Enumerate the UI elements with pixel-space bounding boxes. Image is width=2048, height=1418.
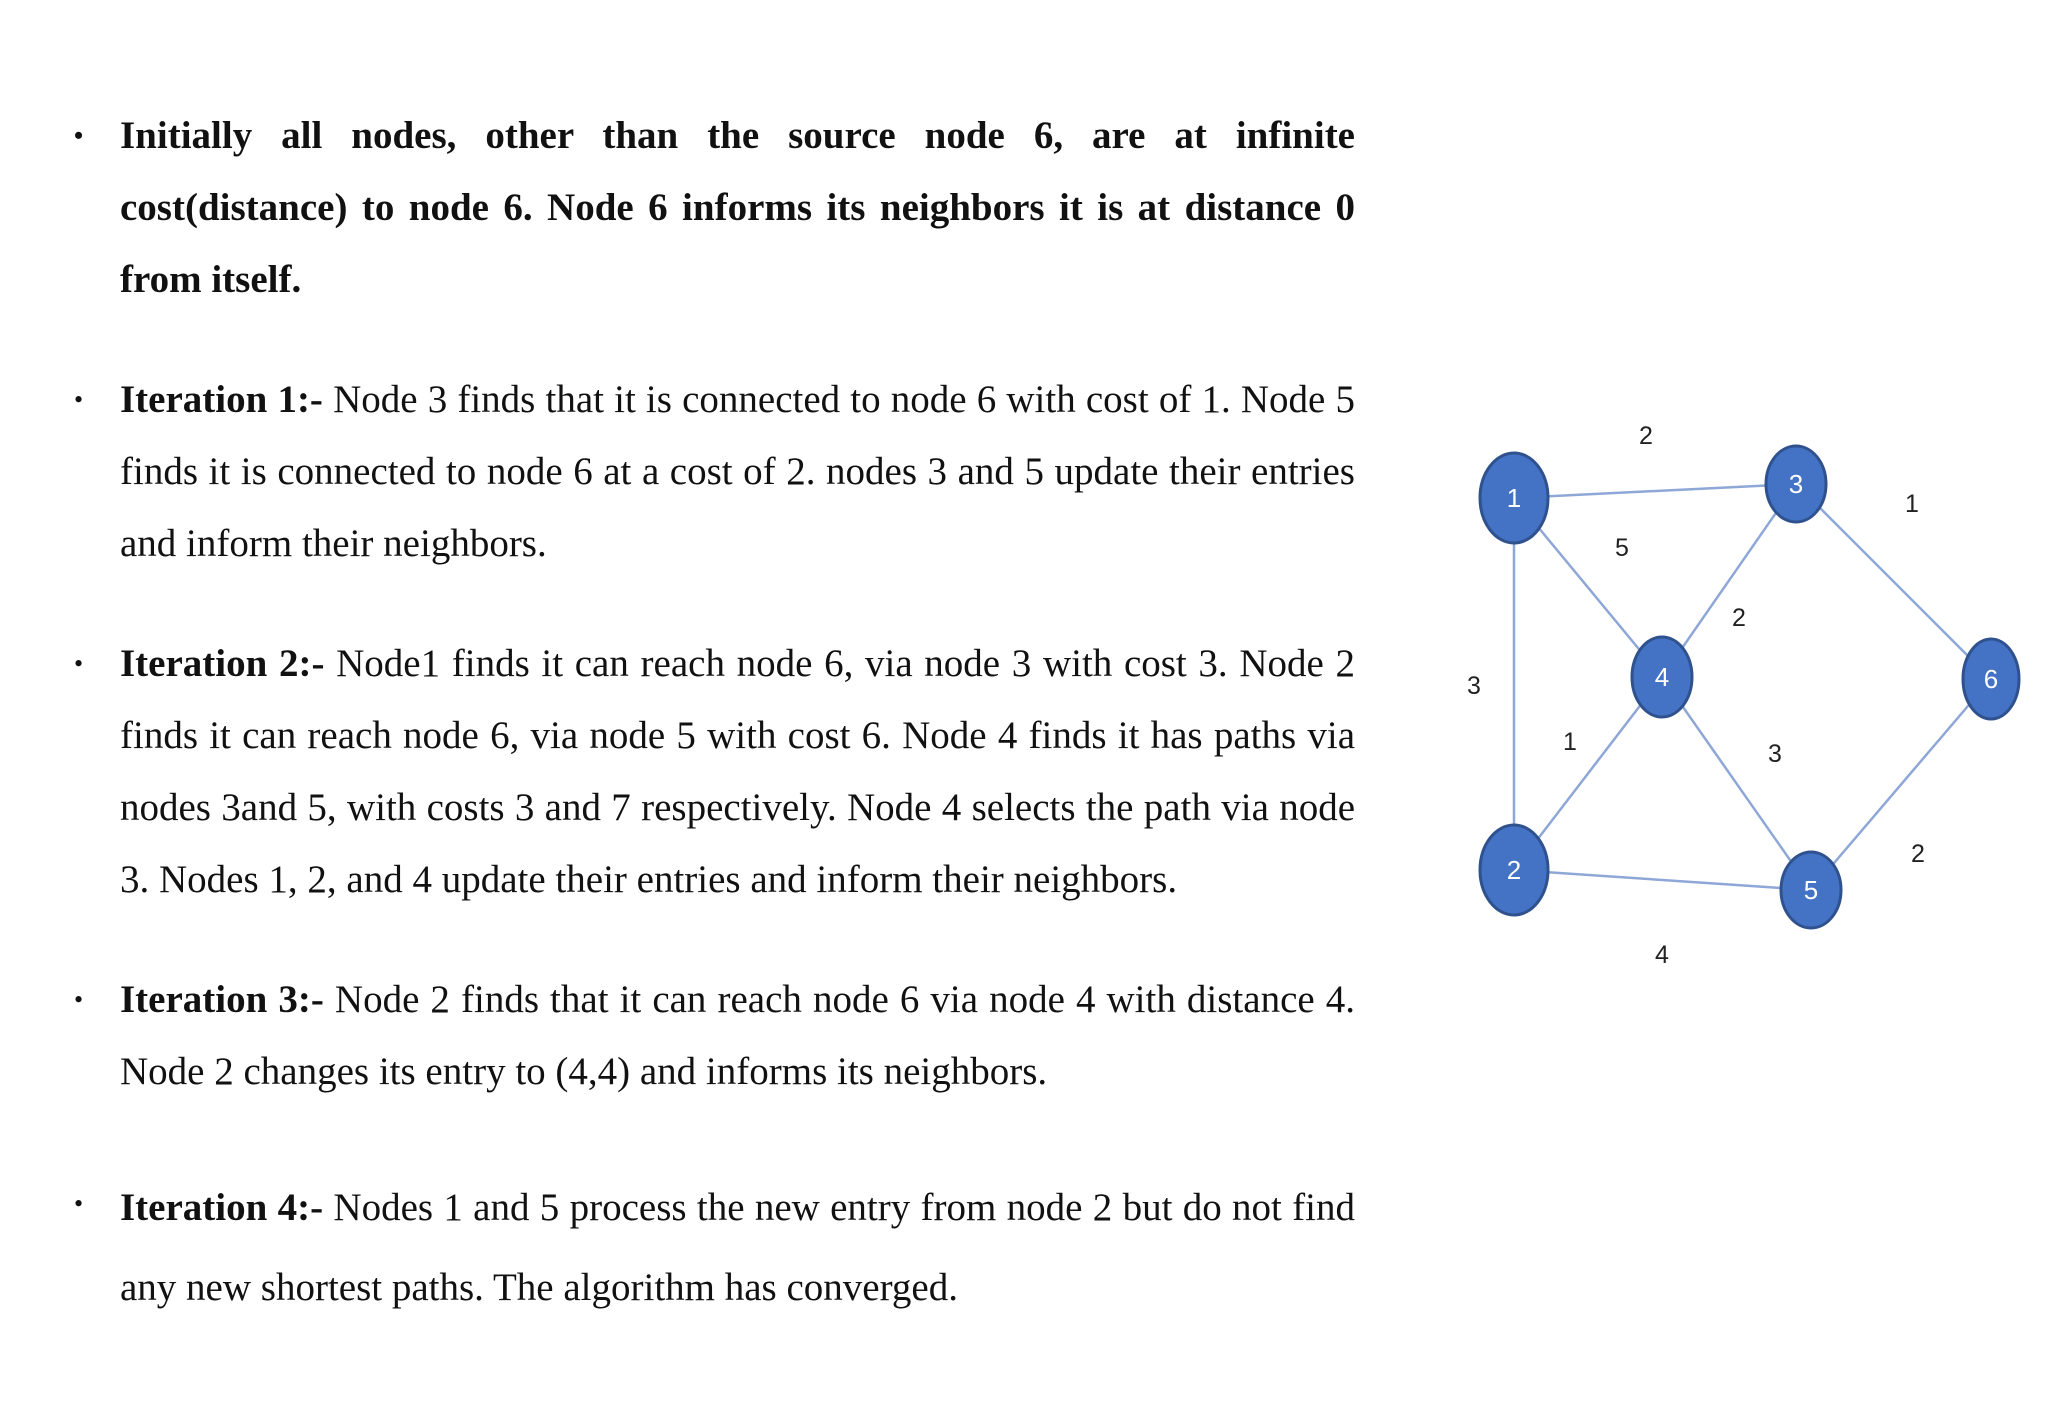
- edge-weight-1-4: 5: [1615, 534, 1629, 562]
- bullet-item-iteration-2: [70, 628, 1355, 916]
- graph-node-3: [1766, 446, 1826, 522]
- bullet-lead: Iteration 1:-: [120, 378, 323, 421]
- node-label: 3: [1788, 469, 1804, 499]
- bullet-text: Initially all nodes, other than the source node 6, are at infinite cost(distance) to node 6. Node 6 informs its neighbors it is at distance 0 from itself.: [120, 114, 1355, 301]
- node-label: 4: [1654, 662, 1670, 692]
- bullet-dot: •: [74, 121, 84, 150]
- bullet-item-initial: [70, 100, 1355, 316]
- edge-5-6: [1811, 679, 1991, 890]
- edge-2-5: [1514, 870, 1811, 890]
- edge-weight-1-2: 3: [1467, 672, 1481, 700]
- bullet-dot: •: [74, 385, 84, 414]
- bullet-item-iteration-1: [70, 364, 1355, 580]
- bullet-dot: •: [74, 649, 84, 678]
- graph-node-5: [1781, 852, 1841, 928]
- edge-1-3: [1514, 484, 1796, 498]
- edge-weight-3-6: 1: [1905, 490, 1919, 518]
- node-label: 6: [1983, 664, 1999, 694]
- network-graph: [1400, 380, 2040, 1000]
- node-label: 2: [1506, 855, 1522, 885]
- bullet-dot: •: [74, 1189, 84, 1218]
- network-graph-svg: [1400, 380, 2040, 1000]
- bullet-dot: •: [74, 985, 84, 1014]
- nodes-layer: [1480, 446, 2019, 928]
- bullet-item-iteration-4: [70, 1168, 1355, 1328]
- bullet-text: Node 2 finds that it can reach node 6 via node 4 with distance 4. Node 2 changes its entry to (4,4) and informs its neighbors.: [120, 978, 1356, 1093]
- edges-layer: [1514, 484, 1991, 890]
- edge-weight-2-4: 1: [1563, 728, 1577, 756]
- bullet-list: [70, 100, 1355, 1328]
- edge-3-6: [1796, 484, 1991, 679]
- bullet-text: Nodes 1 and 5 process the new entry from node 2 but do not find any new shortest paths. The algorithm has converged.: [120, 1186, 1355, 1309]
- edge-weight-3-4: 2: [1732, 604, 1746, 632]
- bullet-lead: Iteration 2:-: [120, 642, 325, 685]
- node-label: 5: [1803, 875, 1819, 905]
- edge-4-5: [1662, 677, 1811, 890]
- bullet-lead: Iteration 3:-: [120, 978, 324, 1021]
- bullet-item-iteration-3: [70, 964, 1355, 1108]
- graph-node-4: [1632, 637, 1692, 717]
- graph-node-6: [1963, 639, 2019, 719]
- bullet-lead: Iteration 4:-: [120, 1186, 324, 1229]
- edge-weight-2-5: 4: [1655, 941, 1669, 969]
- bullet-text: Node 3 finds that it is connected to node 6 with cost of 1. Node 5 finds it is connected to node 6 at a cost of 2. nodes 3 and 5 update their entries and inform their neighbors.: [120, 378, 1355, 565]
- graph-node-2: [1480, 825, 1548, 915]
- bullet-text: Node1 finds it can reach node 6, via node 3 with cost 3. Node 2 finds it can reach node 6, via node 5 with cost 6. Node 4 finds it has paths via nodes 3and 5, with costs 3 and 7 respectively. Node 4 selects the path via node 3. Nodes 1, 2, and 4 update their entries and inform their neighbors.: [120, 642, 1355, 901]
- edge-weight-5-6: 2: [1911, 840, 1925, 868]
- edge-weight-4-5: 3: [1768, 740, 1782, 768]
- edge-weight-1-3: 2: [1639, 422, 1653, 450]
- node-label: 1: [1506, 483, 1522, 513]
- graph-node-1: [1480, 453, 1548, 543]
